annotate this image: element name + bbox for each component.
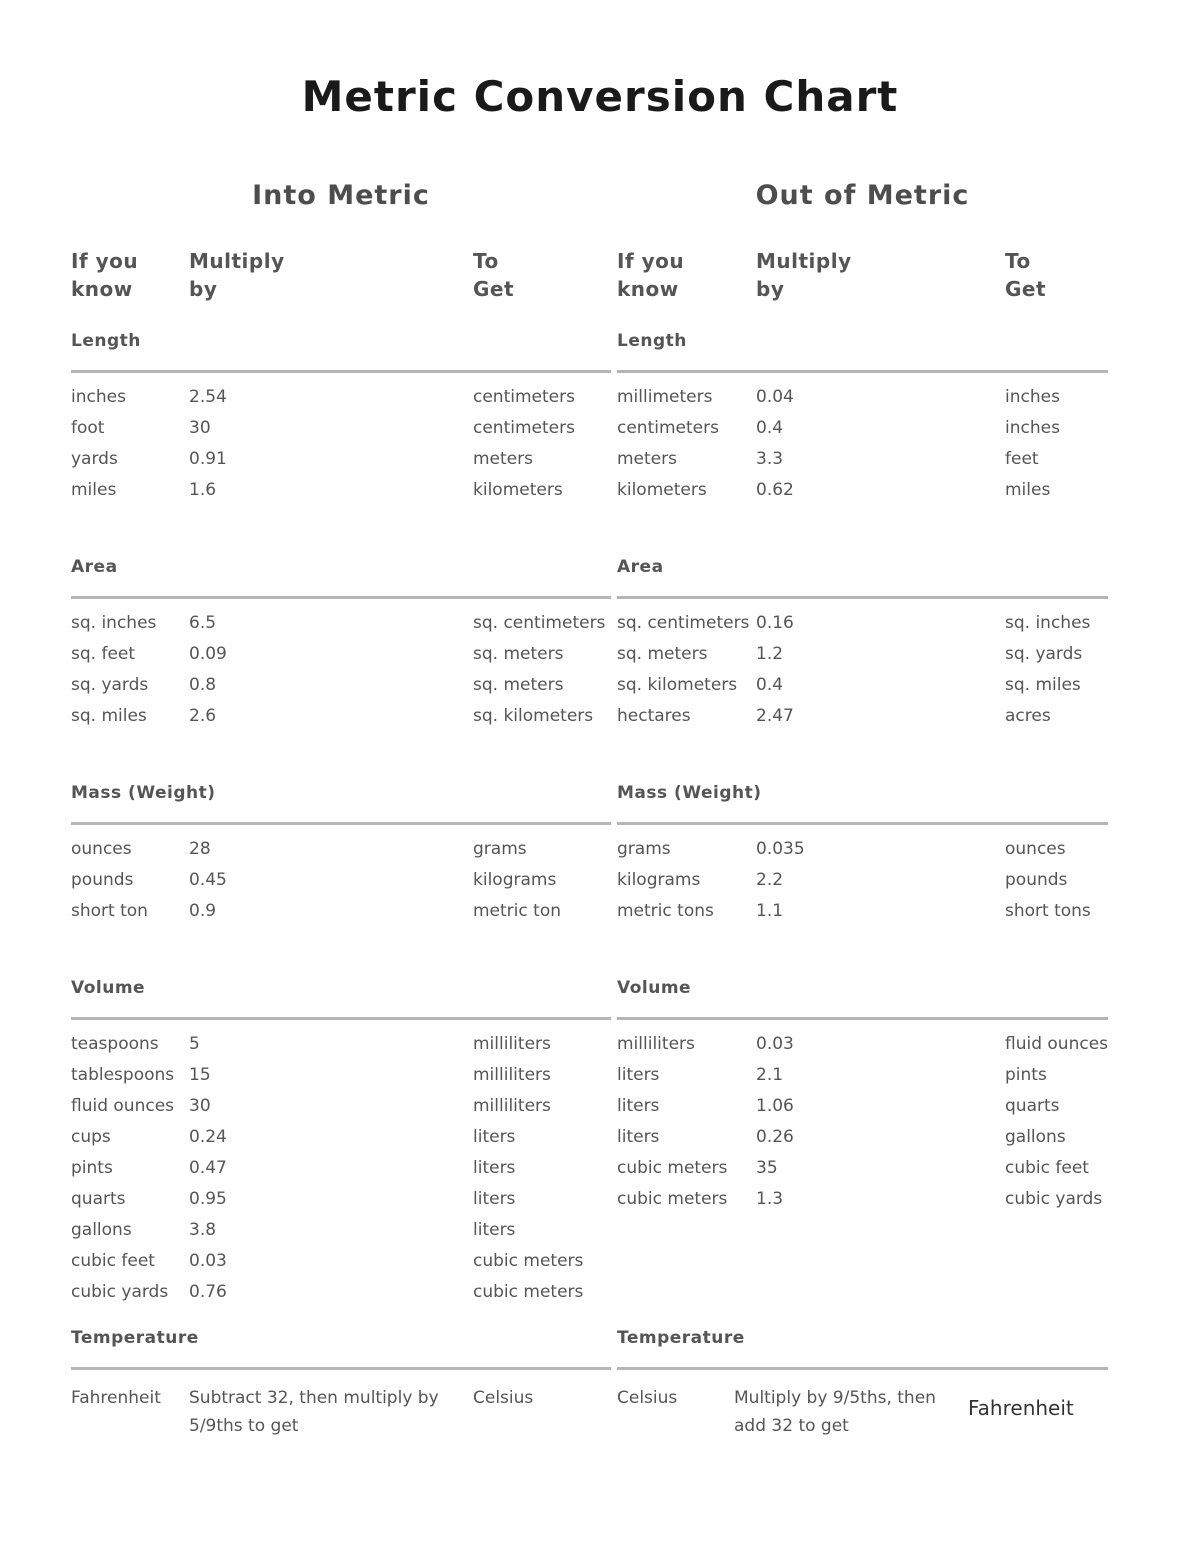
unit-from: milliliters bbox=[617, 1034, 695, 1054]
unit-to: milliliters bbox=[473, 1096, 551, 1116]
temp-to: Fahrenheit bbox=[968, 1396, 1074, 1420]
conversion-row bbox=[71, 644, 611, 675]
multiplier: 0.09 bbox=[189, 644, 227, 664]
page-title: Metric Conversion Chart bbox=[301, 72, 899, 121]
conversion-row bbox=[617, 449, 1108, 480]
multiplier: 0.03 bbox=[756, 1034, 794, 1054]
unit-from: metric tons bbox=[617, 901, 714, 921]
unit-from: sq. centimeters bbox=[617, 613, 750, 633]
unit-to: quarts bbox=[1005, 1096, 1060, 1116]
multiplier: 1.1 bbox=[756, 901, 784, 921]
section-label: Length bbox=[71, 331, 141, 351]
unit-to: pounds bbox=[1005, 870, 1068, 890]
unit-to: meters bbox=[473, 449, 533, 469]
multiplier: 28 bbox=[189, 839, 211, 859]
multiplier: 1.2 bbox=[756, 644, 784, 664]
multiplier: 0.62 bbox=[756, 480, 794, 500]
unit-from: sq. feet bbox=[71, 644, 136, 664]
section-label: Temperature bbox=[71, 1328, 199, 1348]
conversion-row bbox=[617, 675, 1108, 706]
conversion-row bbox=[71, 449, 611, 480]
unit-from: cups bbox=[71, 1127, 111, 1147]
conversion-row bbox=[617, 1158, 1108, 1189]
section-divider bbox=[71, 822, 611, 825]
unit-to: short tons bbox=[1005, 901, 1091, 921]
unit-to: pints bbox=[1005, 1065, 1047, 1085]
conversion-row bbox=[617, 418, 1108, 449]
section-label: Area bbox=[71, 557, 118, 577]
section-divider bbox=[71, 596, 611, 599]
unit-from: yards bbox=[71, 449, 118, 469]
multiplier: 0.03 bbox=[189, 1251, 227, 1271]
unit-from: cubic meters bbox=[617, 1158, 728, 1178]
unit-to: acres bbox=[1005, 706, 1051, 726]
conversion-row bbox=[71, 870, 611, 901]
multiplier: 0.4 bbox=[756, 675, 784, 695]
multiplier: 0.91 bbox=[189, 449, 227, 469]
conversion-row bbox=[71, 1282, 611, 1313]
unit-to: fluid ounces bbox=[1005, 1034, 1109, 1054]
multiplier: 0.4 bbox=[756, 418, 784, 438]
conversion-row bbox=[617, 870, 1108, 901]
section-label: Volume bbox=[617, 978, 692, 998]
conversion-row bbox=[71, 675, 611, 706]
multiplier: 30 bbox=[189, 1096, 211, 1116]
unit-to: liters bbox=[473, 1127, 516, 1147]
temp-to: Celsius bbox=[473, 1388, 534, 1408]
unit-to: kilometers bbox=[473, 480, 563, 500]
conversion-row bbox=[71, 1251, 611, 1282]
section-divider bbox=[71, 1017, 611, 1020]
unit-to: cubic meters bbox=[473, 1282, 584, 1302]
multiplier: 2.47 bbox=[756, 706, 794, 726]
conversion-row bbox=[71, 1127, 611, 1158]
conversion-row bbox=[617, 1189, 1108, 1220]
section-divider bbox=[617, 1017, 1108, 1020]
header-if-you-know: If you know bbox=[617, 249, 685, 301]
unit-from: foot bbox=[71, 418, 105, 438]
header-if-you-know: If you know bbox=[71, 249, 139, 301]
conversion-row bbox=[617, 1065, 1108, 1096]
unit-from: sq. inches bbox=[71, 613, 157, 633]
conversion-row bbox=[71, 387, 611, 418]
unit-to: sq. inches bbox=[1005, 613, 1091, 633]
unit-from: liters bbox=[617, 1065, 660, 1085]
conversion-row bbox=[71, 1158, 611, 1189]
unit-from: tablespoons bbox=[71, 1065, 175, 1085]
multiplier: 0.95 bbox=[189, 1189, 227, 1209]
multiplier: 0.24 bbox=[189, 1127, 227, 1147]
conversion-row bbox=[71, 1065, 611, 1096]
unit-to: inches bbox=[1005, 387, 1060, 407]
unit-from: kilometers bbox=[617, 480, 707, 500]
section-divider bbox=[617, 596, 1108, 599]
conversion-row bbox=[617, 1096, 1108, 1127]
unit-from: quarts bbox=[71, 1189, 126, 1209]
section-label: Volume bbox=[71, 978, 146, 998]
unit-to: inches bbox=[1005, 418, 1060, 438]
unit-to: cubic meters bbox=[473, 1251, 584, 1271]
unit-to: milliliters bbox=[473, 1034, 551, 1054]
section-divider bbox=[617, 822, 1108, 825]
unit-to: sq. centimeters bbox=[473, 613, 606, 633]
multiplier: 35 bbox=[756, 1158, 778, 1178]
conversion-row bbox=[617, 644, 1108, 675]
conversion-row bbox=[617, 1127, 1108, 1158]
unit-from: centimeters bbox=[617, 418, 719, 438]
conversion-row bbox=[71, 418, 611, 449]
unit-from: short ton bbox=[71, 901, 148, 921]
header-to-get: To Get bbox=[473, 249, 515, 301]
unit-to: cubic feet bbox=[1005, 1158, 1089, 1178]
multiplier: 15 bbox=[189, 1065, 211, 1085]
multiplier: 0.47 bbox=[189, 1158, 227, 1178]
unit-to: sq. miles bbox=[1005, 675, 1081, 695]
unit-from: pints bbox=[71, 1158, 113, 1178]
multiplier: 0.035 bbox=[756, 839, 805, 859]
header-multiply-by: Multiply by bbox=[756, 249, 852, 301]
multiplier: 1.6 bbox=[189, 480, 217, 500]
unit-from: gallons bbox=[71, 1220, 132, 1240]
section-label: Temperature bbox=[617, 1328, 745, 1348]
unit-from: sq. meters bbox=[617, 644, 708, 664]
conversion-row bbox=[71, 613, 611, 644]
multiplier: 0.04 bbox=[756, 387, 794, 407]
conversion-row bbox=[617, 613, 1108, 644]
conversion-row bbox=[71, 1034, 611, 1065]
section-label: Area bbox=[617, 557, 664, 577]
conversion-row bbox=[617, 706, 1108, 737]
section-divider bbox=[71, 1367, 611, 1370]
header-to-get: To Get bbox=[1005, 249, 1047, 301]
unit-from: sq. kilometers bbox=[617, 675, 738, 695]
multiplier: 1.3 bbox=[756, 1189, 784, 1209]
unit-to: sq. kilometers bbox=[473, 706, 594, 726]
unit-from: cubic feet bbox=[71, 1251, 155, 1271]
multiplier: 2.1 bbox=[756, 1065, 784, 1085]
unit-from: grams bbox=[617, 839, 671, 859]
conversion-row bbox=[71, 901, 611, 932]
conversion-row bbox=[617, 1034, 1108, 1065]
multiplier: 3.3 bbox=[756, 449, 784, 469]
temp-from: Celsius bbox=[617, 1388, 678, 1408]
unit-from: pounds bbox=[71, 870, 134, 890]
unit-from: liters bbox=[617, 1096, 660, 1116]
multiplier: 2.6 bbox=[189, 706, 217, 726]
unit-to: liters bbox=[473, 1220, 516, 1240]
unit-from: fluid ounces bbox=[71, 1096, 175, 1116]
section-label: Length bbox=[617, 331, 687, 351]
unit-from: meters bbox=[617, 449, 677, 469]
unit-to: centimeters bbox=[473, 418, 575, 438]
into-metric-title: Into Metric bbox=[252, 180, 430, 211]
multiplier: 0.45 bbox=[189, 870, 227, 890]
unit-from: cubic yards bbox=[71, 1282, 169, 1302]
multiplier: 30 bbox=[189, 418, 211, 438]
multiplier: 0.8 bbox=[189, 675, 217, 695]
unit-from: ounces bbox=[71, 839, 132, 859]
multiplier: 0.76 bbox=[189, 1282, 227, 1302]
unit-from: liters bbox=[617, 1127, 660, 1147]
header-multiply-by: Multiply by bbox=[189, 249, 285, 301]
section-label: Mass (Weight) bbox=[617, 783, 762, 803]
conversion-row bbox=[71, 706, 611, 737]
temp-instruction: Subtract 32, then multiply by 5/9ths to get bbox=[189, 1388, 439, 1436]
section-label: Mass (Weight) bbox=[71, 783, 216, 803]
unit-from: hectares bbox=[617, 706, 691, 726]
multiplier: 1.06 bbox=[756, 1096, 794, 1116]
unit-to: ounces bbox=[1005, 839, 1066, 859]
unit-from: sq. yards bbox=[71, 675, 149, 695]
unit-from: teaspoons bbox=[71, 1034, 159, 1054]
unit-to: sq. meters bbox=[473, 675, 564, 695]
unit-to: cubic yards bbox=[1005, 1189, 1103, 1209]
out-of-metric-title: Out of Metric bbox=[755, 180, 970, 211]
conversion-row bbox=[71, 839, 611, 870]
conversion-row bbox=[71, 1189, 611, 1220]
unit-to: centimeters bbox=[473, 387, 575, 407]
unit-to: miles bbox=[1005, 480, 1051, 500]
unit-from: cubic meters bbox=[617, 1189, 728, 1209]
unit-from: kilograms bbox=[617, 870, 701, 890]
unit-to: gallons bbox=[1005, 1127, 1066, 1147]
unit-to: metric ton bbox=[473, 901, 561, 921]
conversion-row bbox=[617, 480, 1108, 511]
unit-to: liters bbox=[473, 1158, 516, 1178]
unit-to: milliliters bbox=[473, 1065, 551, 1085]
multiplier: 0.16 bbox=[756, 613, 794, 633]
multiplier: 2.2 bbox=[756, 870, 784, 890]
multiplier: 0.9 bbox=[189, 901, 217, 921]
multiplier: 0.26 bbox=[756, 1127, 794, 1147]
temp-instruction: Multiply by 9/5ths, then add 32 to get bbox=[734, 1388, 936, 1436]
unit-from: inches bbox=[71, 387, 126, 407]
unit-to: kilograms bbox=[473, 870, 557, 890]
unit-from: sq. miles bbox=[71, 706, 147, 726]
unit-from: miles bbox=[71, 480, 117, 500]
unit-from: millimeters bbox=[617, 387, 713, 407]
conversion-row bbox=[617, 387, 1108, 418]
multiplier: 6.5 bbox=[189, 613, 217, 633]
conversion-row bbox=[71, 480, 611, 511]
section-divider bbox=[71, 370, 611, 373]
multiplier: 3.8 bbox=[189, 1220, 217, 1240]
conversion-row bbox=[617, 901, 1108, 932]
conversion-row bbox=[71, 1096, 611, 1127]
unit-to: liters bbox=[473, 1189, 516, 1209]
unit-to: sq. meters bbox=[473, 644, 564, 664]
unit-to: grams bbox=[473, 839, 527, 859]
multiplier: 5 bbox=[189, 1034, 200, 1054]
unit-to: feet bbox=[1005, 449, 1039, 469]
temp-from: Fahrenheit bbox=[71, 1388, 161, 1408]
section-divider bbox=[617, 1367, 1108, 1370]
multiplier: 2.54 bbox=[189, 387, 227, 407]
unit-to: sq. yards bbox=[1005, 644, 1083, 664]
conversion-row bbox=[71, 1220, 611, 1251]
section-divider bbox=[617, 370, 1108, 373]
conversion-row bbox=[617, 839, 1108, 870]
